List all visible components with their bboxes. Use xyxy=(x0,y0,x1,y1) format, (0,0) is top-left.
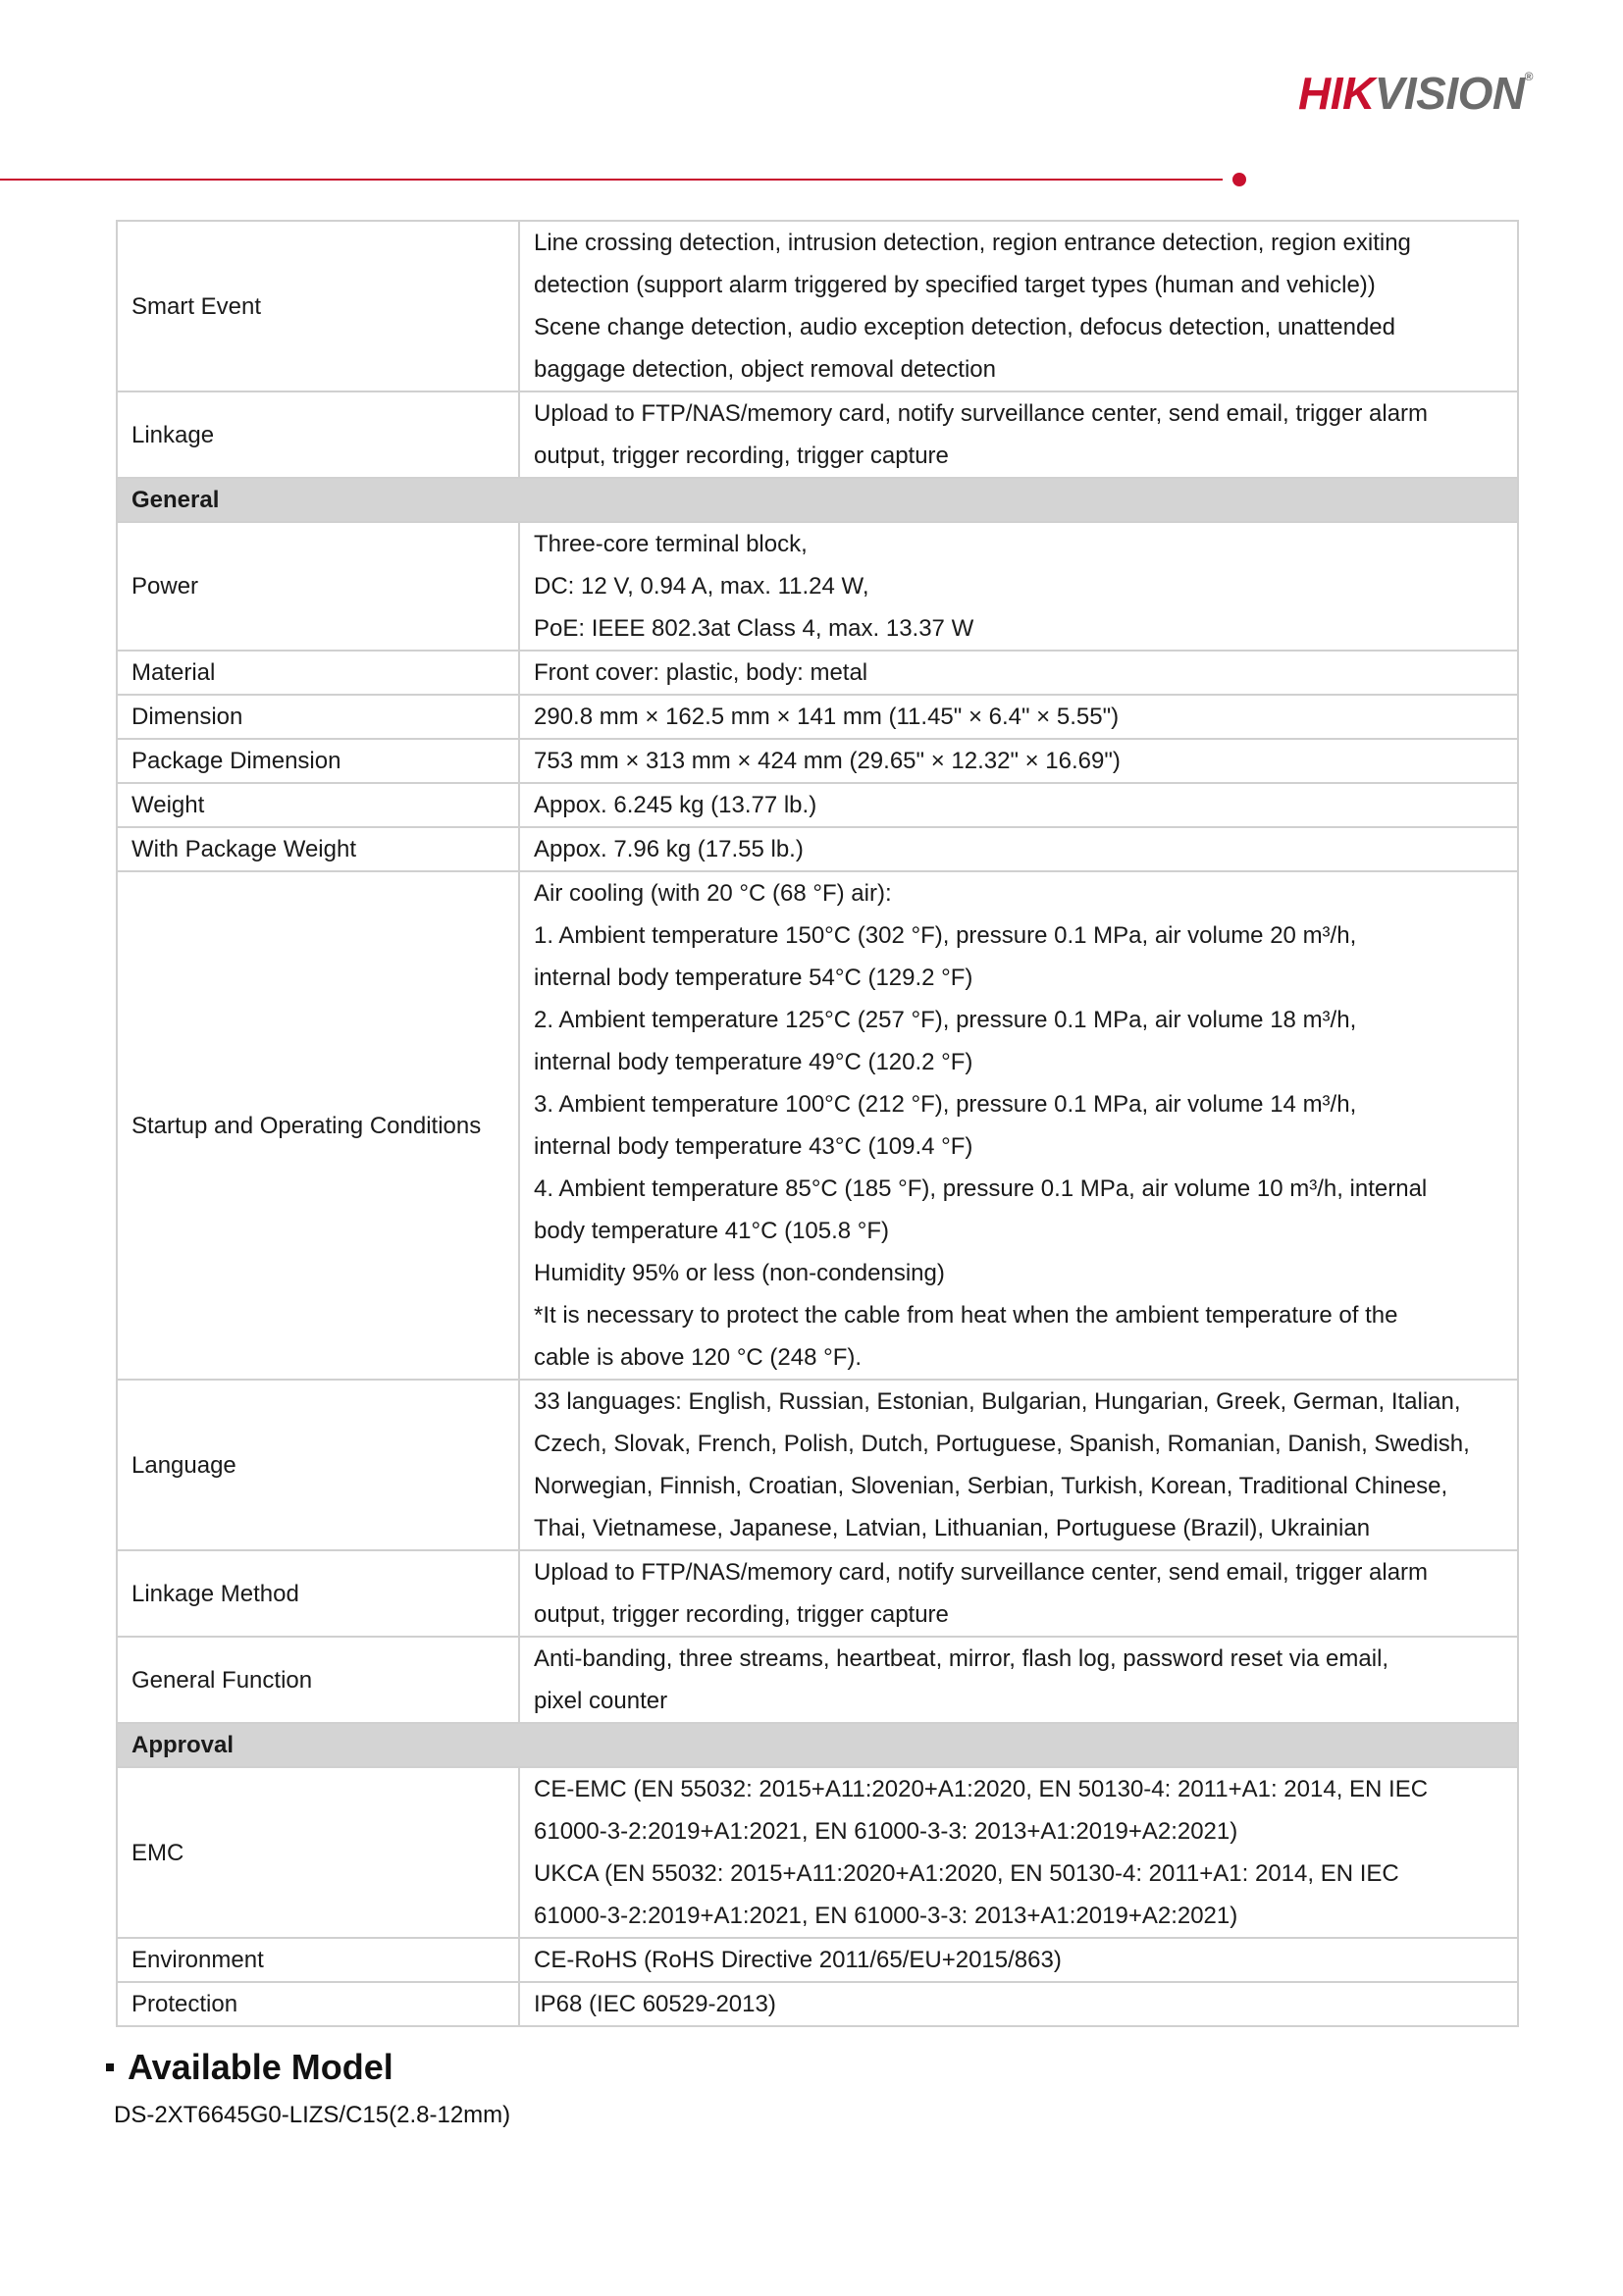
spec-value-line: cable is above 120 °C (248 °F). xyxy=(534,1344,863,1371)
spec-label: Startup and Operating Conditions xyxy=(117,871,519,1380)
bullet-icon xyxy=(106,2063,114,2071)
spec-value-line: Appox. 7.96 kg (17.55 lb.) xyxy=(534,836,804,862)
header-divider-dot xyxy=(1232,173,1246,186)
spec-value-line: pixel counter xyxy=(534,1688,668,1714)
spec-value-line: *It is necessary to protect the cable from heat when the ambient temperature of the xyxy=(534,1302,1398,1329)
hikvision-logo xyxy=(1297,68,1533,119)
table-row xyxy=(117,522,1518,651)
spec-value-line: Line crossing detection, intrusion detection, region entrance detection, region exiting xyxy=(534,230,1411,256)
table-row xyxy=(117,651,1518,695)
table-row xyxy=(117,1637,1518,1723)
table-row xyxy=(117,739,1518,783)
spec-label: Smart Event xyxy=(117,221,519,391)
table-row xyxy=(117,1938,1518,1982)
spec-label: Linkage xyxy=(117,391,519,478)
spec-value-line: CE-EMC (EN 55032: 2015+A11:2020+A1:2020, EN 50130-4: 2011+A1: 2014, EN IEC xyxy=(534,1776,1429,1802)
spec-value-line: UKCA (EN 55032: 2015+A11:2020+A1:2020, EN 50130-4: 2011+A1: 2014, EN IEC xyxy=(534,1860,1399,1887)
spec-value-line: 290.8 mm × 162.5 mm × 141 mm (11.45" × 6.4" × 5.55") xyxy=(534,704,1120,730)
spec-value-line: Scene change detection, audio exception detection, defocus detection, unattended xyxy=(534,314,1395,340)
spec-value xyxy=(519,871,1518,1380)
spec-value xyxy=(519,1550,1518,1637)
spec-value-line: 33 languages: English, Russian, Estonian, Bulgarian, Hungarian, Greek, German, Italian, xyxy=(534,1388,1461,1415)
table-row xyxy=(117,783,1518,827)
table-row xyxy=(117,827,1518,871)
spec-value-line: 61000-3-2:2019+A1:2021, EN 61000-3-3: 2013+A1:2019+A2:2021) xyxy=(534,1818,1238,1845)
table-row xyxy=(117,1380,1518,1550)
spec-value xyxy=(519,1380,1518,1550)
section-label: General xyxy=(117,478,1518,522)
spec-value-line: internal body temperature 49°C (120.2 °F) xyxy=(534,1049,973,1075)
header-divider-line xyxy=(0,179,1223,181)
spec-label: Material xyxy=(117,651,519,695)
spec-value-line: Appox. 6.245 kg (13.77 lb.) xyxy=(534,792,817,818)
spec-value-line: body temperature 41°C (105.8 °F) xyxy=(534,1218,890,1244)
spec-value-line: baggage detection, object removal detection xyxy=(534,356,996,383)
spec-value-line: Norwegian, Finnish, Croatian, Slovenian, Serbian, Turkish, Korean, Traditional Chinese, xyxy=(534,1473,1448,1499)
logo-registered-mark: ® xyxy=(1524,70,1533,83)
spec-label: Power xyxy=(117,522,519,651)
spec-label: With Package Weight xyxy=(117,827,519,871)
spec-value-line: internal body temperature 43°C (109.4 °F) xyxy=(534,1133,973,1160)
table-row xyxy=(117,391,1518,478)
spec-value-line: Czech, Slovak, French, Polish, Dutch, Portuguese, Spanish, Romanian, Danish, Swedish, xyxy=(534,1431,1470,1457)
spec-label: Protection xyxy=(117,1982,519,2026)
spec-label: Environment xyxy=(117,1938,519,1982)
section-row xyxy=(117,1723,1518,1767)
spec-value xyxy=(519,522,1518,651)
spec-label: Dimension xyxy=(117,695,519,739)
spec-label: Package Dimension xyxy=(117,739,519,783)
spec-value-line: Three-core terminal block, xyxy=(534,531,808,557)
section-row xyxy=(117,478,1518,522)
spec-value-line: Anti-banding, three streams, heartbeat, mirror, flash log, password reset via email, xyxy=(534,1645,1389,1672)
available-model-heading xyxy=(106,2047,393,2088)
spec-label: EMC xyxy=(117,1767,519,1938)
spec-value-line: Front cover: plastic, body: metal xyxy=(534,659,868,686)
table-row xyxy=(117,1767,1518,1938)
spec-value-line: 3. Ambient temperature 100°C (212 °F), pressure 0.1 MPa, air volume 14 m³/h, xyxy=(534,1091,1357,1118)
spec-value-line: Upload to FTP/NAS/memory card, notify surveillance center, send email, trigger alarm xyxy=(534,1559,1429,1586)
table-row xyxy=(117,1982,1518,2026)
table-row xyxy=(117,871,1518,1380)
spec-value xyxy=(519,391,1518,478)
spec-table xyxy=(116,220,1519,2027)
spec-value xyxy=(519,1637,1518,1723)
spec-value xyxy=(519,827,1518,871)
spec-value-line: output, trigger recording, trigger capture xyxy=(534,1601,949,1628)
spec-value-line: IP68 (IEC 60529-2013) xyxy=(534,1991,776,2017)
logo-part-vision: VISION xyxy=(1374,68,1525,119)
spec-value-line: 4. Ambient temperature 85°C (185 °F), pressure 0.1 MPa, air volume 10 m³/h, internal xyxy=(534,1175,1428,1202)
spec-label: Weight xyxy=(117,783,519,827)
table-row xyxy=(117,221,1518,391)
spec-value-line: PoE: IEEE 802.3at Class 4, max. 13.37 W xyxy=(534,615,974,642)
spec-value xyxy=(519,695,1518,739)
spec-value-line: Air cooling (with 20 °C (68 °F) air): xyxy=(534,880,892,907)
spec-value-line: DC: 12 V, 0.94 A, max. 11.24 W, xyxy=(534,573,869,600)
spec-value-line: 2. Ambient temperature 125°C (257 °F), pressure 0.1 MPa, air volume 18 m³/h, xyxy=(534,1007,1357,1033)
spec-value-line: output, trigger recording, trigger capture xyxy=(534,443,949,469)
spec-value xyxy=(519,651,1518,695)
spec-value-line: CE-RoHS (RoHS Directive 2011/65/EU+2015/863) xyxy=(534,1947,1062,1973)
spec-value xyxy=(519,739,1518,783)
spec-value-line: Upload to FTP/NAS/memory card, notify surveillance center, send email, trigger alarm xyxy=(534,400,1429,427)
spec-value xyxy=(519,1767,1518,1938)
spec-value xyxy=(519,783,1518,827)
section-label: Approval xyxy=(117,1723,1518,1767)
spec-value-line: detection (support alarm triggered by specified target types (human and vehicle)) xyxy=(534,272,1376,298)
logo-part-hik: HIK xyxy=(1297,68,1375,119)
spec-value-line: 1. Ambient temperature 150°C (302 °F), pressure 0.1 MPa, air volume 20 m³/h, xyxy=(534,922,1357,949)
available-model-title: Available Model xyxy=(128,2047,393,2087)
model-number: DS-2XT6645G0-LIZS/C15(2.8-12mm) xyxy=(114,2102,511,2128)
spec-label: General Function xyxy=(117,1637,519,1723)
spec-value-line: 61000-3-2:2019+A1:2021, EN 61000-3-3: 2013+A1:2019+A2:2021) xyxy=(534,1903,1238,1929)
spec-value xyxy=(519,221,1518,391)
spec-value-line: internal body temperature 54°C (129.2 °F) xyxy=(534,965,973,991)
table-row xyxy=(117,695,1518,739)
spec-value xyxy=(519,1938,1518,1982)
spec-value xyxy=(519,1982,1518,2026)
spec-label: Linkage Method xyxy=(117,1550,519,1637)
spec-value-line: 753 mm × 313 mm × 424 mm (29.65" × 12.32" × 16.69") xyxy=(534,748,1121,774)
spec-label: Language xyxy=(117,1380,519,1550)
spec-value-line: Humidity 95% or less (non-condensing) xyxy=(534,1260,945,1286)
spec-value-line: Thai, Vietnamese, Japanese, Latvian, Lithuanian, Portuguese (Brazil), Ukrainian xyxy=(534,1515,1371,1541)
spec-table-body xyxy=(117,221,1518,2026)
table-row xyxy=(117,1550,1518,1637)
